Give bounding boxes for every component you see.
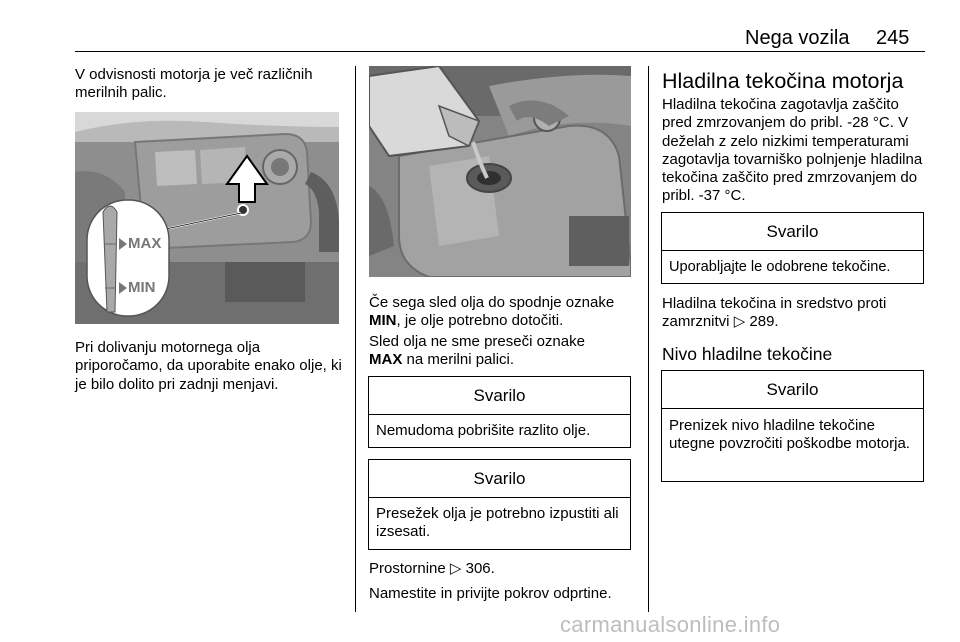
warning-title: Svarilo xyxy=(662,213,923,251)
page-header-title: Nega vozila xyxy=(745,27,850,49)
engine-bay-illustration xyxy=(75,112,339,324)
col2-para-min xyxy=(369,294,639,331)
warning-title: Svarilo xyxy=(369,377,630,415)
warning-box-low-coolant xyxy=(661,370,924,482)
capacities-reference xyxy=(369,560,639,578)
warning-text: Presežek olja je potrebno izpustiti ali izsesati. xyxy=(376,505,619,541)
dipstick-max-label: MAX xyxy=(128,235,162,252)
capacities-ref-text: Prostornine xyxy=(369,560,446,577)
coolant-ref-text: Hladilna tekočina in sredstvo proti zamrznitvi xyxy=(662,295,887,331)
warning-title: Svarilo xyxy=(369,460,630,498)
engine-dipstick-image xyxy=(75,112,339,324)
col1-paragraph: Pri dolivanju motornega olja priporočamo, da uporabite enako olje, ki je bilo dolito pri zadnji menjavi. xyxy=(75,339,342,393)
column-divider-2 xyxy=(648,66,649,612)
warning-text: Prenizek nivo hladilne tekočine utegne povzročiti poškodbe motorja. xyxy=(669,417,910,453)
column-divider-1 xyxy=(355,66,356,612)
coolant-level-subheading: Nivo hladilne tekočine xyxy=(662,344,833,364)
max-bold-label: MAX xyxy=(369,351,403,369)
col2-para-max xyxy=(369,333,639,370)
page-ref-arrow-icon: ▷ xyxy=(733,313,746,331)
page-ref-arrow-icon: ▷ xyxy=(449,560,462,577)
col1-intro: V odvisnosti motorja je več različnih merilnih palic. xyxy=(75,66,313,102)
coolant-antifreeze-reference xyxy=(662,295,922,332)
warning-text: Uporabljajte le odobrene tekočine. xyxy=(669,259,891,275)
capacities-ref-page-link[interactable]: 306. xyxy=(465,560,495,577)
col2-para-max-text-after: na merilni palici. xyxy=(402,351,515,369)
oil-filling-illustration xyxy=(369,66,631,277)
min-bold-label: MIN xyxy=(369,312,397,330)
coolant-paragraph: Hladilna tekočina zagotavlja zaščito pred zmrzovanjem do pribl. -28 °C. V deželah z zelo nizkimi temperaturami zagotavlja tovarniško polnjenje hladilna tekočina zaščito pred zmrzovanjem do pribl. -37 °C. xyxy=(662,96,923,205)
coolant-ref-page-link[interactable]: 289. xyxy=(749,313,779,331)
page-number: 245 xyxy=(876,27,910,49)
col2-para-max-text-before: Sled olja ne sme preseči oznake xyxy=(369,333,585,350)
header-rule xyxy=(75,51,925,52)
warning-text: Nemudoma pobrišite razlito olje. xyxy=(376,422,591,439)
dipstick-min-label: MIN xyxy=(128,279,156,296)
warning-box-spilled-oil xyxy=(368,376,631,448)
coolant-heading: Hladilna tekočina motorja xyxy=(662,69,904,93)
warning-box-excess-oil xyxy=(368,459,631,550)
oil-filling-image xyxy=(369,66,631,277)
col2-para-min-text-after: , je olje potrebno dotočiti. xyxy=(396,312,564,330)
warning-title: Svarilo xyxy=(662,371,923,409)
warning-box-approved-fluids xyxy=(661,212,924,284)
col2-last-line: Namestite in privijte pokrov odprtine. xyxy=(369,585,612,602)
watermark: carmanualsonline.info xyxy=(560,612,781,637)
col2-para-min-text-before: Če sega sled olja do spodnje oznake xyxy=(369,294,615,311)
